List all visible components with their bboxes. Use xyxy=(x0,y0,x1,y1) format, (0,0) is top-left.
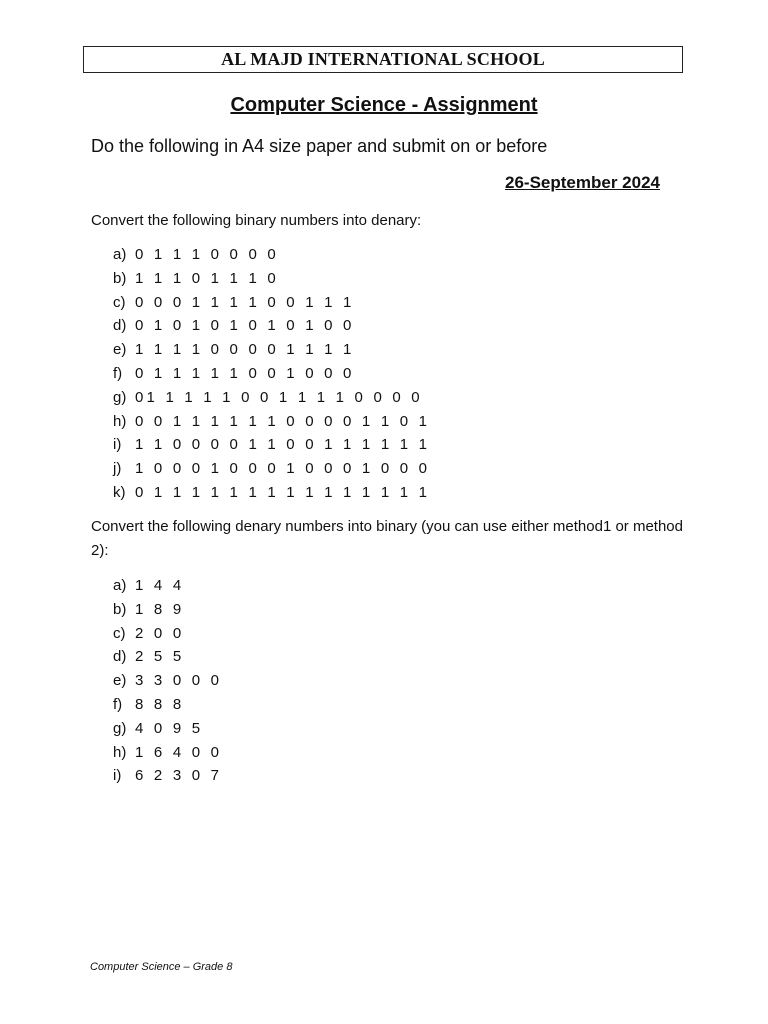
question-label: b) xyxy=(113,269,127,287)
question-label: b) xyxy=(113,600,127,618)
question-item xyxy=(113,433,430,457)
question-item xyxy=(113,669,222,693)
question-label: g) xyxy=(113,719,127,737)
instruction-text: Do the following in A4 size paper and submit on or before xyxy=(91,136,548,156)
question-item xyxy=(113,457,430,481)
question-value: 0 1 1 1 1 1 1 1 1 1 1 1 1 1 1 1 xyxy=(135,483,431,501)
question-label: c) xyxy=(113,293,126,311)
question-item xyxy=(113,645,222,669)
question-item xyxy=(113,291,430,315)
question-item xyxy=(113,410,430,434)
question-value: 0 0 0 1 1 1 1 0 0 1 1 1 xyxy=(135,293,355,311)
question-item xyxy=(113,338,430,362)
question-value: 1 0 0 0 1 0 0 0 1 0 0 0 1 0 0 0 xyxy=(135,460,431,478)
question-value: 1 1 1 0 1 1 1 0 xyxy=(135,269,279,287)
question-value: 1 6 4 0 0 xyxy=(135,743,223,761)
question-item xyxy=(113,574,222,598)
question-value: 01 1 1 1 1 0 0 1 1 1 1 0 0 0 0 xyxy=(135,388,423,406)
question-label: j) xyxy=(113,460,122,478)
question-label: h) xyxy=(113,412,127,430)
footer-text: Computer Science – Grade 8 xyxy=(90,961,233,973)
question-value: 1 4 4 xyxy=(135,577,185,594)
question-value: 0 1 1 1 1 1 0 0 1 0 0 0 xyxy=(135,364,355,382)
question-value: 4 0 9 5 xyxy=(135,719,204,737)
question-value: 0 1 1 1 0 0 0 0 xyxy=(135,246,279,263)
question-label: g) xyxy=(113,388,127,406)
question-label: d) xyxy=(113,648,127,666)
question-item xyxy=(113,267,430,291)
binary-to-denary-list xyxy=(113,243,430,505)
question-label: c) xyxy=(113,624,126,642)
question-value: 2 5 5 xyxy=(135,648,185,666)
assignment-title: Computer Science - Assignment xyxy=(230,94,538,116)
school-name: AL MAJD INTERNATIONAL SCHOOL xyxy=(221,49,545,69)
question-value: 0 1 0 1 0 1 0 1 0 1 0 0 xyxy=(135,317,355,335)
question-label: d) xyxy=(113,317,127,335)
question-label: a) xyxy=(113,246,127,263)
question-value: 1 8 9 xyxy=(135,600,185,618)
question-value: 3 3 0 0 0 xyxy=(135,672,223,690)
question-item xyxy=(113,598,222,622)
question-item xyxy=(113,764,222,788)
question-value: 6 2 3 0 7 xyxy=(135,767,223,785)
question-item xyxy=(113,741,222,765)
question-item xyxy=(113,386,430,410)
question-item xyxy=(113,481,430,505)
question-label: a) xyxy=(113,577,127,594)
question-label: h) xyxy=(113,743,127,761)
question-label: f) xyxy=(113,364,123,382)
question-label: i) xyxy=(113,436,122,454)
question-label: e) xyxy=(113,341,127,359)
school-name-box xyxy=(83,46,683,73)
question-value: 1 1 1 1 0 0 0 0 1 1 1 1 xyxy=(135,341,355,359)
question-value: 0 0 1 1 1 1 1 1 0 0 0 0 1 1 0 1 xyxy=(135,412,431,430)
question-value: 8 8 8 xyxy=(135,695,185,713)
question-value: 2 0 0 xyxy=(135,624,185,642)
question-item xyxy=(113,622,222,646)
question-label: f) xyxy=(113,695,123,713)
question-item xyxy=(113,243,430,267)
due-date: 26-September 2024 xyxy=(505,173,660,192)
question-label: k) xyxy=(113,483,126,501)
question-item xyxy=(113,717,222,741)
question-label: e) xyxy=(113,672,127,690)
section2-heading: Convert the following denary numbers into binary (you can use either method1 or method 2): xyxy=(91,518,683,559)
question-value: 1 1 0 0 0 0 1 1 0 0 1 1 1 1 1 1 xyxy=(135,436,431,454)
denary-to-binary-list xyxy=(113,574,222,788)
question-item xyxy=(113,362,430,386)
section1-heading: Convert the following binary numbers into denary: xyxy=(91,212,422,229)
question-item xyxy=(113,693,222,717)
question-item xyxy=(113,314,430,338)
question-label: i) xyxy=(113,767,122,785)
